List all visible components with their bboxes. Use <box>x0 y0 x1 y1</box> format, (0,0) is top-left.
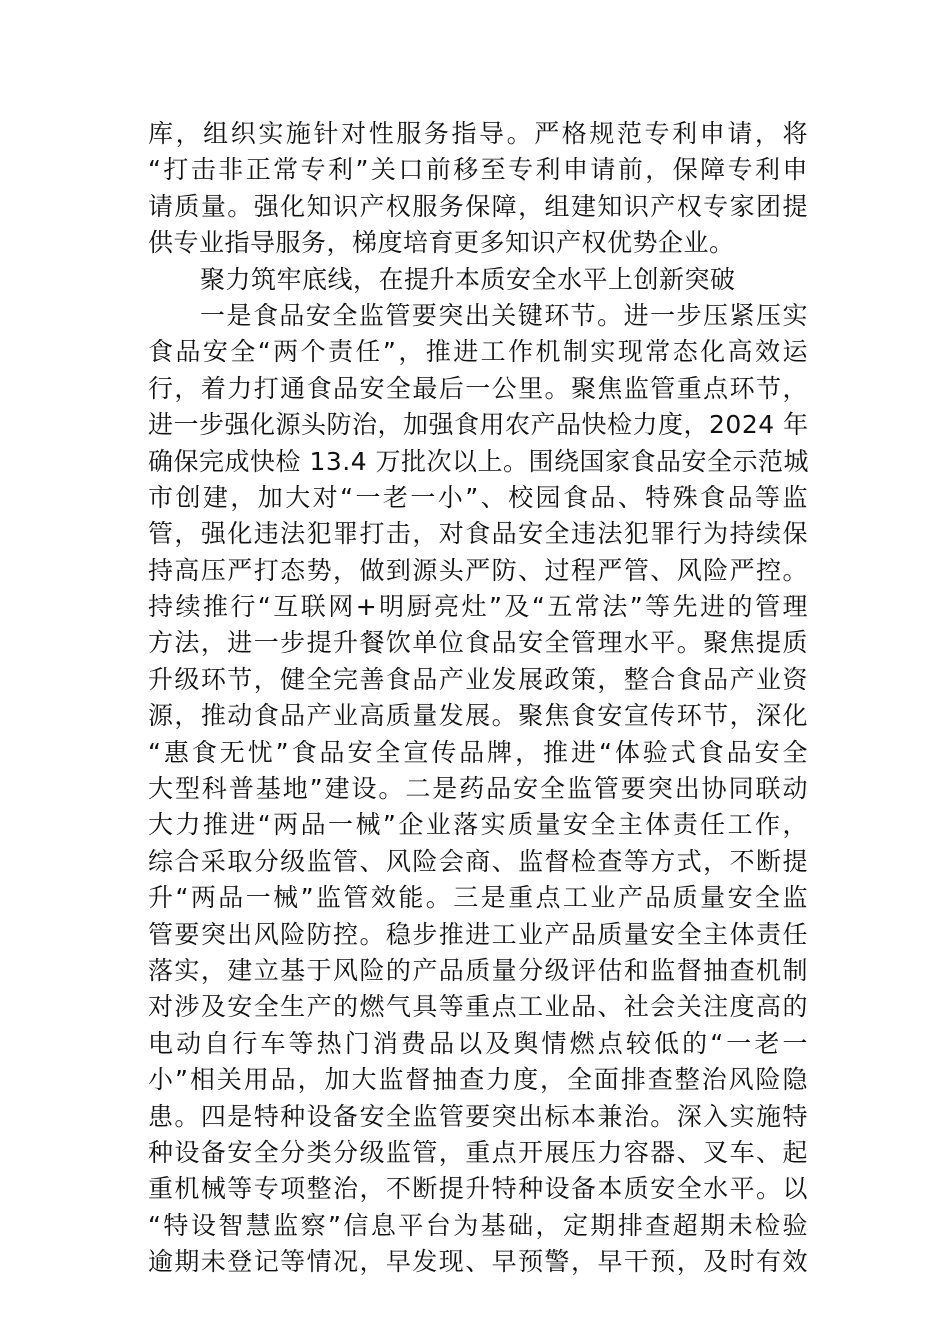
text-line: “特设智慧监察”信息平台为基础，定期排查超期未检验 <box>148 1210 808 1240</box>
text-line: 小”相关用品，加大监督抽查力度，全面排查整治风险隐 <box>148 1065 808 1095</box>
text-line: 食品安全“两个责任”，推进工作机制实现常态化高效运 <box>148 337 808 367</box>
text-line: 市创建，加大对“一老一小”、校园食品、特殊食品等监 <box>148 482 808 512</box>
text-line: “惠食无忧”食品安全宣传品牌，推进“体验式食品安全 <box>148 737 808 767</box>
text-line: 方法，进一步提升餐饮单位食品安全管理水平。聚焦提质 <box>148 628 808 658</box>
section-heading: 聚力筑牢底线，在提升本质安全水平上创新突破 <box>200 264 736 294</box>
text-line: 供专业指导服务，梯度培育更多知识产权优势企业。 <box>148 228 735 258</box>
text-line: 行，着力打通食品安全最后一公里。聚焦监管重点环节， <box>148 373 808 403</box>
text-line: 大型科普基地”建设。二是药品安全监管要突出协同联动 <box>148 774 808 804</box>
text-line: 管，强化违法犯罪打击，对食品安全违法犯罪行为持续保 <box>148 519 808 549</box>
text-line: 库，组织实施针对性服务指导。严格规范专利申请，将 <box>148 119 808 148</box>
text-line: 一是食品安全监管要突出关键环节。进一步压紧压实 <box>200 300 808 330</box>
text-line: 请质量。强化知识产权服务保障，组建知识产权专家团提 <box>148 191 808 221</box>
text-line: 升级环节，健全完善食品产业发展政策，整合食品产业资 <box>148 664 808 694</box>
text-line: 电动自行车等热门消费品以及舆情燃点较低的“一老一 <box>148 1028 808 1058</box>
text-line: 进一步强化源头防治，加强食用农产品快检力度，2024 年 <box>148 410 809 440</box>
text-line: 持续推行“互联网+明厨亮灶”及“五常法”等先进的管理 <box>148 592 808 622</box>
text-line: 患。四是特种设备安全监管要突出标本兼治。深入实施特 <box>148 1101 808 1131</box>
text-line: 升“两品一械”监管效能。三是重点工业产品质量安全监 <box>148 883 808 913</box>
text-line: 逾期未登记等情况，早发现、早预警，早干预，及时有效 <box>148 1247 808 1277</box>
text-line: 落实，建立基于风险的产品质量分级评估和监督抽查机制 <box>148 955 808 985</box>
text-line: 综合采取分级监管、风险会商、监督检查等方式，不断提 <box>148 846 808 876</box>
text-line: 确保完成快检 13.4 万批次以上。围绕国家食品安全示范城 <box>148 446 810 476</box>
text-line: 持高压严打态势，做到源头严防、过程严管、风险严控。 <box>148 555 808 585</box>
text-line: 对涉及安全生产的燃气具等重点工业品、社会关注度高的 <box>148 992 808 1022</box>
text-line: 管要突出风险防控。稳步推进工业产品质量安全主体责任 <box>148 919 808 949</box>
body-text <box>148 116 808 1281</box>
text-line: 重机械等专项整治，不断提升特种设备本质安全水平。以 <box>148 1174 808 1204</box>
text-line: 源，推动食品产业高质量发展。聚焦食安宣传环节，深化 <box>148 701 808 731</box>
text-line: 种设备安全分类分级监管，重点开展压力容器、叉车、起 <box>148 1137 808 1167</box>
text-line: “打击非正常专利”关口前移至专利申请前，保障专利申 <box>148 155 808 185</box>
text-line: 大力推进“两品一械”企业落实质量安全主体责任工作， <box>148 810 808 840</box>
